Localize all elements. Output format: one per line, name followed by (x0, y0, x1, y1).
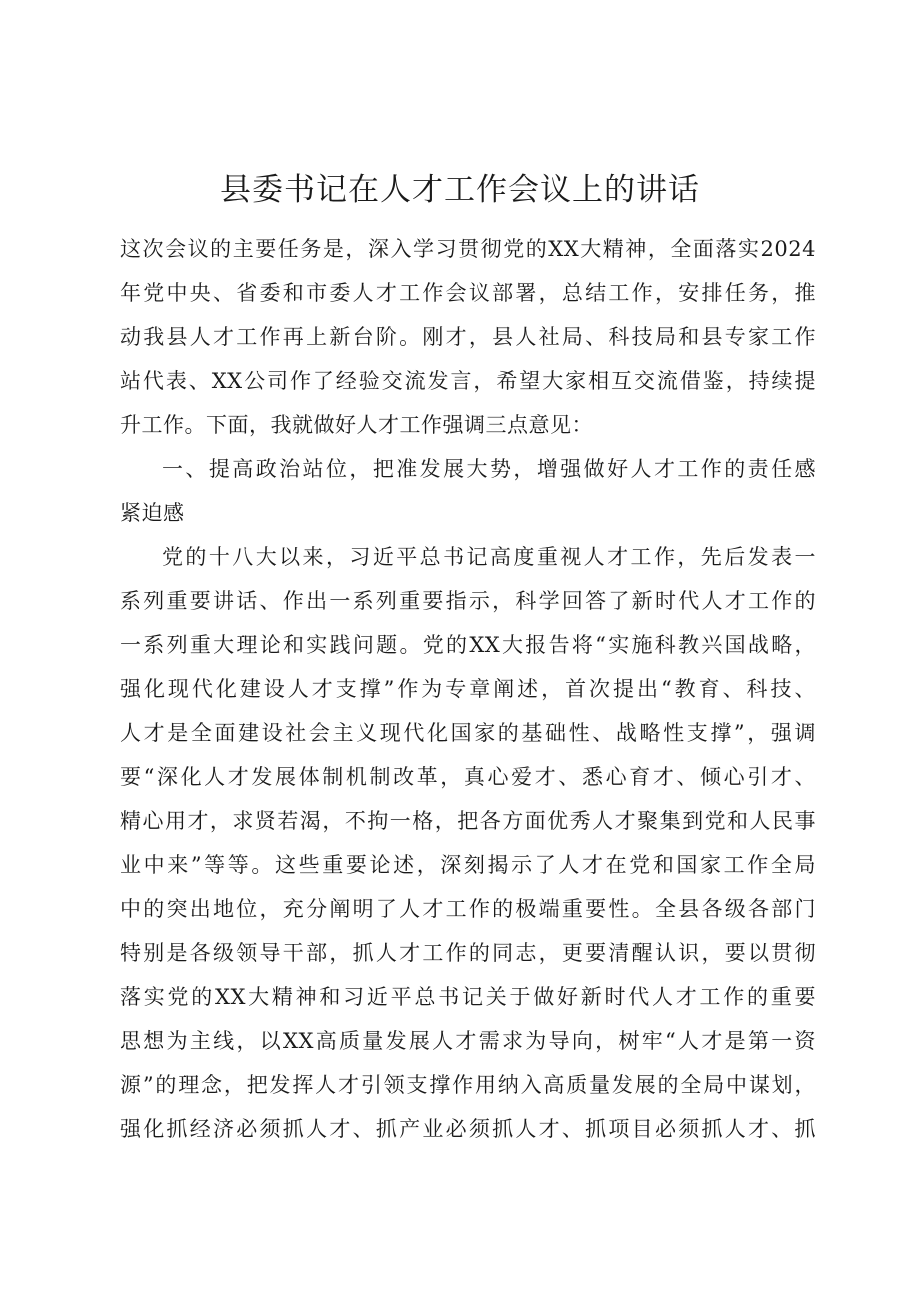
body-line: 中的突出地位，充分阐明了人才工作的极端重要性。全县各级各部门 (120, 897, 816, 921)
section-heading: 紧迫感 (120, 501, 185, 525)
body-line: 党的十八大以来，习近平总书记高度重视人才工作，先后发表一 (162, 545, 816, 569)
body-line: 思想为主线，以XX高质量发展人才需求为导向，树牢“人才是第一资 (120, 1029, 816, 1053)
body-line: 源”的理念，把发挥人才引领支撑作用纳入高质量发展的全局中谋划， (120, 1073, 816, 1097)
section-heading: 一、提高政治站位，把准发展大势，增强做好人才工作的责任感 (162, 457, 816, 481)
body-line: 要“深化人才发展体制机制改革，真心爱才、悉心育才、倾心引才、 (120, 765, 816, 789)
body-line: 落实党的XX大精神和习近平总书记关于做好新时代人才工作的重要 (120, 985, 816, 1009)
body-line: 这次会议的主要任务是，深入学习贯彻党的XX大精神，全面落实2024 (120, 237, 816, 261)
body-line: 动我县人才工作再上新台阶。刚才，县人社局、科技局和县专家工作 (120, 325, 816, 349)
body-line: 业中来”等等。这些重要论述，深刻揭示了人才在党和国家工作全局 (120, 853, 816, 877)
body-line: 一系列重大理论和实践问题。党的XX大报告将“实施科教兴国战略， (120, 633, 816, 657)
body-line: 强化现代化建设人才支撑”作为专章阐述，首次提出“教育、科技、 (120, 677, 816, 701)
document-title: 县委书记在人才工作会议上的讲话 (220, 172, 700, 208)
body-line: 强化抓经济必须抓人才、抓产业必须抓人才、抓项目必须抓人才、抓 (120, 1117, 816, 1141)
body-line: 精心用才，求贤若渴，不拘一格，把各方面优秀人才聚集到党和人民事 (120, 809, 816, 833)
body-line: 系列重要讲话、作出一系列重要指示，科学回答了新时代人才工作的 (120, 589, 816, 613)
body-line: 站代表、XX公司作了经验交流发言，希望大家相互交流借鉴，持续提 (120, 369, 816, 393)
body-line: 特别是各级领导干部，抓人才工作的同志，更要清醒认识，要以贯彻 (120, 941, 816, 965)
body-line: 年党中央、省委和市委人才工作会议部署，总结工作，安排任务，推 (120, 281, 816, 305)
body-line: 人才是全面建设社会主义现代化国家的基础性、战略性支撑”，强调 (120, 721, 816, 745)
body-line: 升工作。下面，我就做好人才工作强调三点意见： (120, 413, 593, 437)
